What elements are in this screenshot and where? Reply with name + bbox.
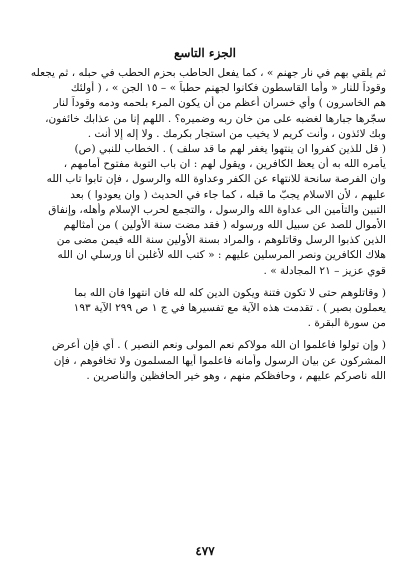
- text-line: من سورة البقرة .: [307, 317, 386, 330]
- paragraph: [30, 142, 386, 279]
- text-line: هم الخاسرون ) وأي خسران أعظم من أن يكون المرء بلحمه ودمه وقوداً لنار: [53, 97, 386, 110]
- text-line: هلاك الكافرين ونصر المرسلين عليهم : « كتب الله لأغلبن أنا ورسلي ان الله: [57, 249, 386, 262]
- text-line: سجّرها جبارها لغضبه على من خان ربه وضميره؟ . اللهم إنا من عذابك خائفون،: [45, 112, 386, 125]
- text-line: التبين والتأمين الى عداوة الله والرسول ، والتجمع لحرب الإسلام وأهله، وإنفاق: [48, 203, 386, 216]
- text-line: الله ناصركم عليهم ، وحافظكم منهم ، وهو خير الحافظين والناصرين .: [86, 369, 386, 382]
- paragraph-gap: [30, 279, 386, 286]
- text-line: عليهم ، لأن الاسلام يجبّ ما قبله ، كما جاء في الحديث ( وان يعودوا ) بعد: [70, 188, 386, 201]
- text-line: وان الفرصة سانحة للانتهاء عن الكفر وعداوة الله والرسول ، فإن تابوا تاب الله: [46, 173, 386, 186]
- paragraph: [30, 338, 386, 384]
- paragraph: [30, 66, 386, 142]
- text-line: ( وإن تولوا فاعلموا ان الله مولاكم نعم المولى ونعم النصير ) . أي فإن أعرض: [51, 339, 386, 352]
- text-line: الذين كذبوا الرسل وقاتلوهم ، والمراد بسنة الأولين سنة الله فيمن مضى من: [56, 234, 386, 247]
- running-header: الجزء التاسع: [174, 46, 236, 60]
- text-line: ( وقاتلوهم حتى لا تكون فتنة ويكون الدين كله لله فان انتهوا فان الله بما: [74, 286, 386, 299]
- text-line: يعملون بصير ) . تقدمت هذه الآية مع تفسيرها في ج ١ ص ٢٩٩ الآية ١٩٣: [73, 302, 386, 315]
- body-text: [30, 66, 386, 384]
- text-line: المشركون عن بيان الرسول وأمانه فاعلموا أيها المسلمون ولا تخافوهم ، فإن: [53, 354, 386, 367]
- page-number: ٤٧٧: [195, 544, 215, 558]
- text-line: وقوداً للنار « وأما القاسطون فكانوا لجهنم حطباً » – ١٥ الجن » ، ( أولئك: [70, 82, 386, 95]
- text-line: قوي عزيز – ٢١ المجادلة » .: [263, 264, 386, 277]
- text-line: ( قل للذين كفروا ان ينتهوا يغفر لهم ما قد سلف ) . الخطاب للنبي (ص): [74, 143, 386, 156]
- paragraph: [30, 286, 386, 332]
- paragraph-gap: [30, 331, 386, 338]
- text-line: وبك لائذون ، وأنت كريم لا يخيب من استجار بكرمك . ولا إله إلا أنت .: [87, 127, 386, 140]
- text-line: الأموال للصد عن سبيل الله ورسوله ( فقد مضت سنة الأولين ) من أمثالهم: [63, 219, 386, 232]
- text-line: ثم يلقي بهم في نار جهنم » ، كما يفعل الحاطب بحزم الحطب في حبله ، ثم يجعله: [30, 67, 386, 79]
- text-line: يأمره الله به أن يعظ الكافرين ، ويقول لهم : ان باب التوبة مفتوح أمامهم ،: [63, 158, 386, 171]
